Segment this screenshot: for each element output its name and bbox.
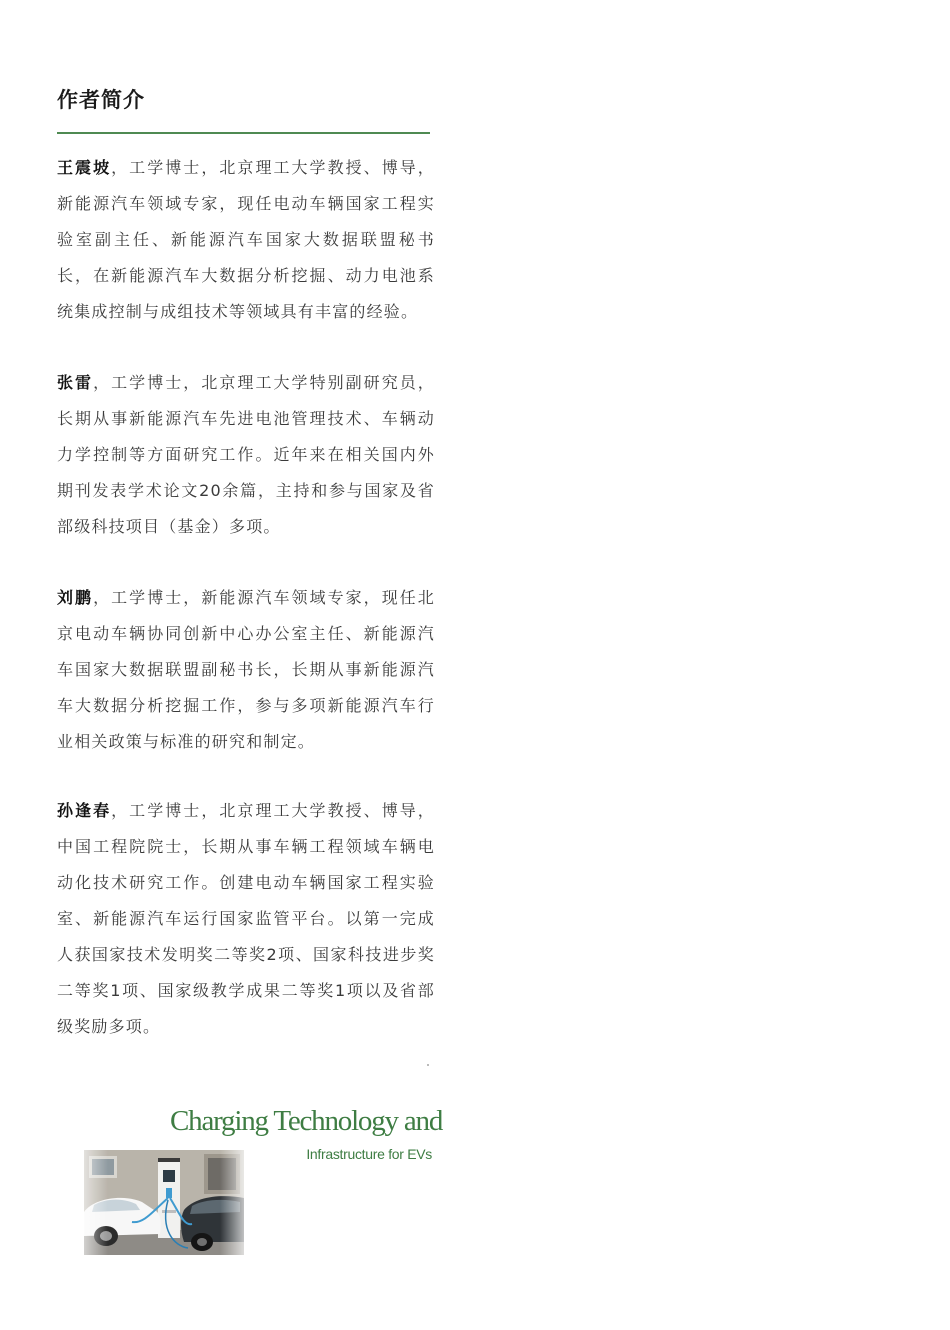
section-heading: 作者简介 (57, 87, 145, 112)
author-bio (57, 580, 435, 760)
author-description: ，工学博士，北京理工大学教授、博导，中国工程院院士，长期从事车辆工程领域车辆电动化技术研究工作。创建电动车辆国家工程实验室、新能源汽车运行国家监管平台。以第一完成人获国家技术发明奖二等奖2项、国家科技进步奖二等奖1项、国家级教学成果二等奖1项以及省部级奖励多项。 (57, 801, 435, 1036)
heading-divider (57, 132, 430, 134)
book-subtitle: Infrastructure for EVs (306, 1146, 432, 1162)
author-name: 张雷 (57, 373, 94, 392)
author-description: ，工学博士，新能源汽车领域专家，现任北京电动车辆协同创新中心办公室主任、新能源汽车国家大数据联盟副秘书长，长期从事新能源汽车大数据分析挖掘工作，参与多项新能源汽车行业相关政策与标准的研究和制定。 (57, 588, 435, 751)
author-name: 王震坡 (57, 158, 112, 177)
book-title: Charging Technology and (170, 1105, 443, 1137)
author-name: 孙逢春 (57, 801, 112, 820)
author-bio (57, 365, 435, 545)
ev-charging-photo-icon (84, 1150, 244, 1255)
author-description: ，工学博士，北京理工大学教授、博导，新能源汽车领域专家，现任电动车辆国家工程实验室副主任、新能源汽车国家大数据联盟秘书长，在新能源汽车大数据分析挖掘、动力电池系统集成控制与成组技术等领域具有丰富的经验。 (57, 158, 435, 321)
author-name: 刘鹏 (57, 588, 94, 607)
author-bio (57, 793, 435, 1045)
author-description: ，工学博士，北京理工大学特别副研究员，长期从事新能源汽车先进电池管理技术、车辆动力学控制等方面研究工作。近年来在相关国内外期刊发表学术论文20余篇，主持和参与国家及省部级科技项目（基金）多项。 (57, 373, 435, 536)
page-speck (427, 1064, 429, 1066)
author-bio (57, 150, 435, 330)
